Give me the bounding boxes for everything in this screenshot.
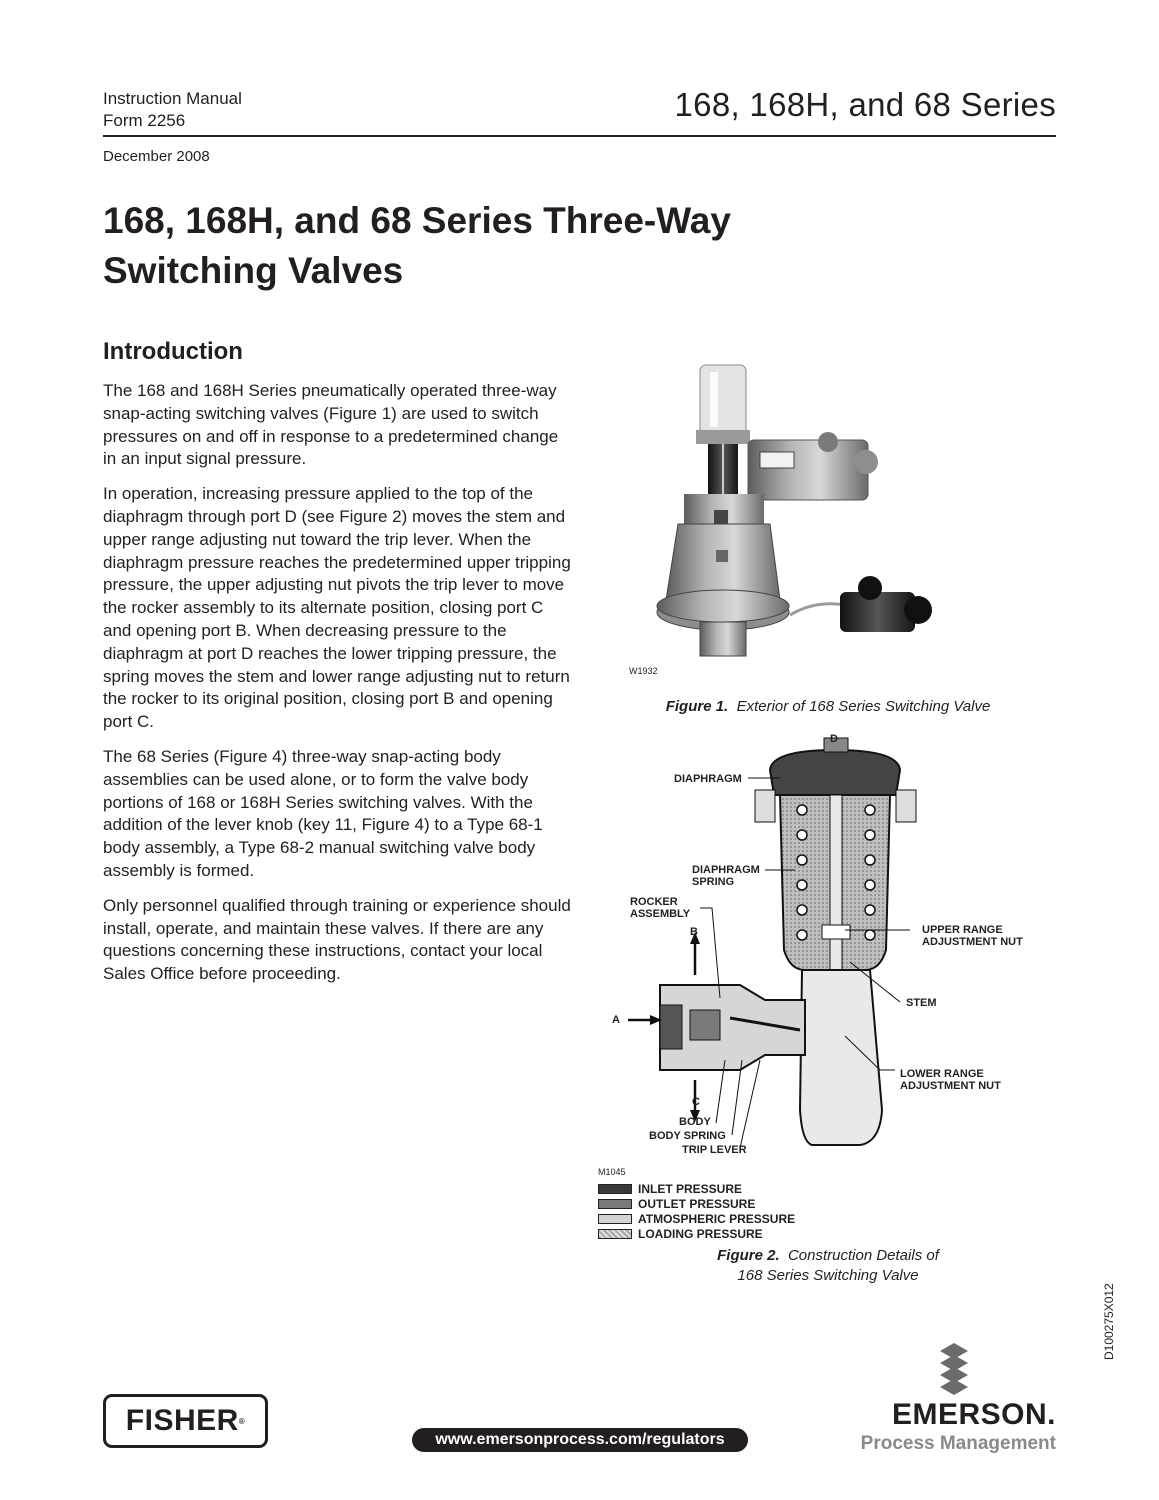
emerson-logo-text: EMERSON. bbox=[891, 1398, 1056, 1431]
label-port-c: C bbox=[692, 1096, 700, 1108]
document-code bbox=[1102, 1213, 1116, 1360]
legend-label: INLET PRESSURE bbox=[638, 1181, 743, 1196]
legend-item bbox=[598, 1226, 795, 1241]
label-trip-lever: TRIP LEVER bbox=[682, 1144, 747, 1156]
label-diaphragm-spring: DIAPHRAGM SPRING bbox=[692, 864, 760, 888]
figure-1-caption-text: Exterior of 168 Series Switching Valve bbox=[736, 698, 991, 715]
legend-label: LOADING PRESSURE bbox=[638, 1226, 763, 1241]
header-series: 168, 168H, and 68 Series bbox=[674, 86, 1056, 123]
legend-swatch bbox=[598, 1214, 632, 1224]
label-upper-range-adjustment-nut: UPPER RANGE ADJUSTMENT NUT bbox=[922, 924, 1023, 948]
title-line-2: Switching Valves bbox=[103, 250, 404, 291]
legend-label: ATMOSPHERIC PRESSURE bbox=[638, 1211, 796, 1226]
publication-date: December 2008 bbox=[103, 148, 210, 165]
figure-2-caption-line-2: 168 Series Switching Valve bbox=[737, 1267, 919, 1284]
legend-swatch bbox=[598, 1229, 632, 1239]
legend-swatch bbox=[598, 1199, 632, 1209]
figure-1-caption bbox=[600, 698, 1056, 715]
intro-paragraph: Only personnel qualified through training or experience should install, operate, and maintain these valves. If there are any questions concerning these instructions, contact your local Sales Office before proceeding. bbox=[103, 895, 571, 984]
header-rule bbox=[103, 135, 1056, 137]
figure-1-label: Figure 1. bbox=[665, 698, 729, 715]
legend-swatch bbox=[598, 1184, 632, 1194]
legend-label: OUTLET PRESSURE bbox=[638, 1196, 756, 1211]
construction-diagram bbox=[590, 730, 1060, 1160]
pressure-legend bbox=[598, 1181, 795, 1241]
legend-item bbox=[598, 1211, 795, 1226]
label-body-spring: BODY SPRING bbox=[649, 1130, 726, 1142]
figure-1-code: W1932 bbox=[629, 666, 658, 676]
label-stem: STEM bbox=[906, 997, 937, 1009]
title-line-1: 168, 168H, and 68 Series Three-Way bbox=[103, 200, 731, 241]
figure-2-code: M1045 bbox=[598, 1167, 626, 1177]
introduction-heading: Introduction bbox=[103, 338, 243, 365]
figure-2-label: Figure 2. bbox=[717, 1247, 780, 1264]
document-code-text: D100275X012 bbox=[1102, 1283, 1116, 1360]
intro-paragraph: The 68 Series (Figure 4) three-way snap-acting body assemblies can be used alone, or to form the valve body portions of 168 or 168H Series switching valves. With the addition of the lever knob (key 11, Figure 4) to a Type 68-1 body assembly, a Type 68-2 manual switching valve body assembly is formed. bbox=[103, 746, 543, 880]
manual-type: Instruction Manual bbox=[103, 89, 242, 108]
document-title bbox=[103, 196, 863, 296]
fisher-logo: FISHER ® bbox=[103, 1394, 268, 1448]
intro-paragraph: In operation, increasing pressure applied to the top of the diaphragm through port D (see Figure 2) moves the stem and upper range adjusting nut toward the trip lever. When the diaphragm pressure reaches the predetermined upper tripping pressure, the upper adjusting nut pivots the trip lever to move the rocker assembly to its alternate position, closing port C and opening port B. When decreasing pressure to the diaphragm at port D reaches the lower tripping pressure, the spring moves the stem and lower range adjusting nut to return the rocker to its original position, closing port B and opening port C. bbox=[103, 484, 571, 732]
website-link[interactable]: www.emersonprocess.com/regulators bbox=[412, 1428, 748, 1452]
label-port-a: A bbox=[612, 1014, 620, 1026]
label-rocker-assembly: ROCKER ASSEMBLY bbox=[630, 896, 691, 920]
label-lower-range-adjustment-nut: LOWER RANGE ADJUSTMENT NUT bbox=[900, 1068, 1001, 1092]
fisher-logo-text: FISHER bbox=[125, 1404, 239, 1437]
switching-valve-photo bbox=[630, 360, 1010, 675]
label-body: BODY bbox=[679, 1116, 711, 1128]
label-diaphragm: DIAPHRAGM bbox=[674, 773, 742, 785]
figure-2-caption bbox=[600, 1246, 1056, 1286]
introduction-body bbox=[103, 380, 573, 998]
form-number: Form 2256 bbox=[103, 111, 186, 130]
legend-item bbox=[598, 1196, 795, 1211]
process-management-text: Process Management bbox=[860, 1433, 1056, 1454]
legend-item bbox=[598, 1181, 795, 1196]
label-port-b: B bbox=[690, 926, 698, 938]
figure-2-caption-line-1: Construction Details of bbox=[787, 1247, 939, 1264]
emerson-logo-icon bbox=[934, 1343, 974, 1397]
header-manual-info bbox=[103, 88, 242, 132]
intro-paragraph: The 168 and 168H Series pneumatically operated three-way snap-acting switching valves (Figure 1) are used to switch pressures on and off in response to a predetermined change in an input signal pressure. bbox=[103, 381, 559, 469]
label-port-d: D bbox=[830, 733, 838, 745]
